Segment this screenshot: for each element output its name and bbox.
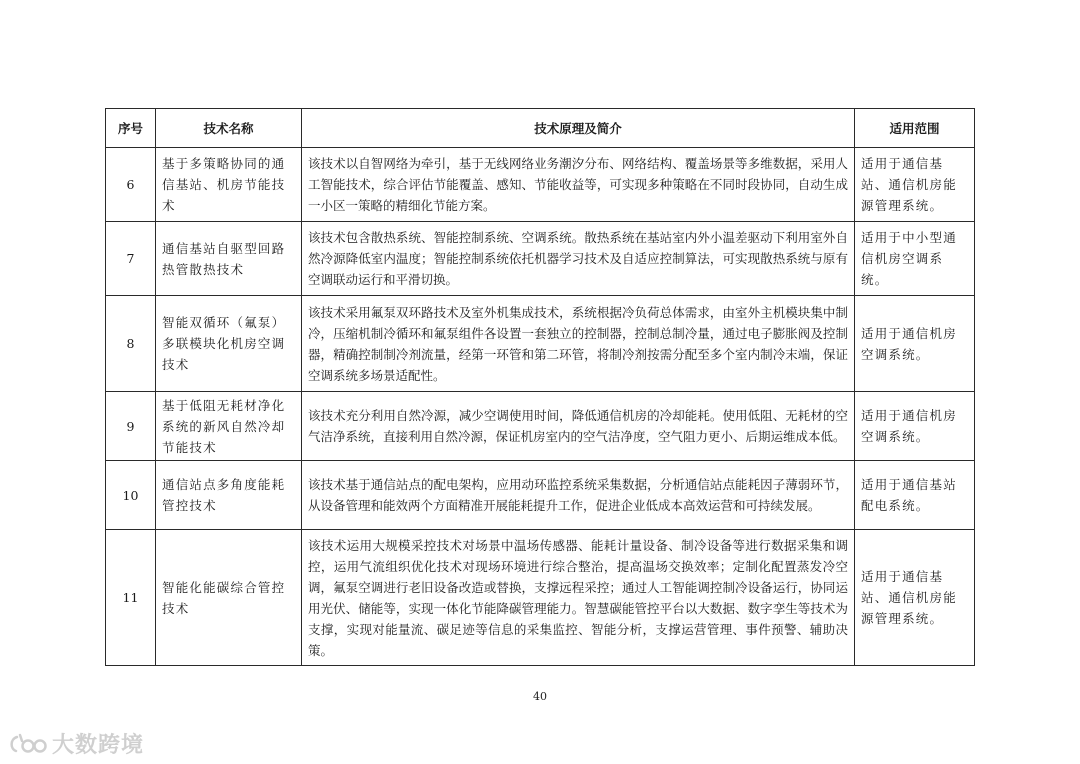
row-serial-number: 9 — [106, 392, 156, 461]
table-row — [106, 461, 975, 530]
table-row — [106, 530, 975, 666]
table-row — [106, 148, 975, 222]
watermark — [8, 728, 144, 759]
row-description: 该技术充分利用自然冷源，减少空调使用时间，降低通信机房的冷却能耗。使用低阻、无耗材的空气洁净系统，直接利用自然冷源，保证机房室内的空气洁净度，空气阻力更小、后期运维成本低。 — [302, 392, 855, 461]
header-principle-intro: 技术原理及简介 — [302, 109, 855, 148]
row-serial-number: 10 — [106, 461, 156, 530]
technology-table — [105, 108, 975, 666]
row-technology-name: 通信站点多角度能耗管控技术 — [156, 461, 302, 530]
row-scope: 适用于通信机房空调系统。 — [855, 296, 975, 392]
row-serial-number: 7 — [106, 222, 156, 296]
row-serial-number: 8 — [106, 296, 156, 392]
watermark-text: 大数跨境 — [52, 733, 145, 758]
watermark-logo-icon — [8, 731, 48, 757]
row-scope: 适用于中小型通信机房空调系统。 — [855, 222, 975, 296]
table-row — [106, 392, 975, 461]
row-scope: 适用于通信基站、通信机房能源管理系统。 — [855, 148, 975, 222]
row-technology-name: 智能化能碳综合管控技术 — [156, 530, 302, 666]
row-description: 该技术包含散热系统、智能控制系统、空调系统。散热系统在基站室内外小温差驱动下利用室外自然冷源降低室内温度；智能控制系统依托机器学习技术及自适应控制算法，可实现散热系统与原有空调联动运行和平滑切换。 — [302, 222, 855, 296]
row-description: 该技术采用氟泵双环路技术及室外机集成技术，系统根据冷负荷总体需求，由室外主机模块集中制冷，压缩机制冷循环和氟泵组件各设置一套独立的控制器，控制总制冷量，通过电子膨胀阀及控制器，精确控制制冷剂流量，经第一环管和第二环管，将制冷剂按需分配至多个室内制冷末端，保证空调系统多场景适配性。 — [302, 296, 855, 392]
row-technology-name: 智能双循环（氟泵）多联模块化机房空调技术 — [156, 296, 302, 392]
row-scope: 适用于通信基站、通信机房能源管理系统。 — [855, 530, 975, 666]
row-description: 该技术以自智网络为牵引，基于无线网络业务潮汐分布、网络结构、覆盖场景等多维数据，采用人工智能技术，综合评估节能覆盖、感知、节能收益等，可实现多种策略在不同时段协同，自动生成一小区一策略的精细化节能方案。 — [302, 148, 855, 222]
header-serial-number: 序号 — [106, 109, 156, 148]
table-row — [106, 222, 975, 296]
row-serial-number: 11 — [106, 530, 156, 666]
row-serial-number: 6 — [106, 148, 156, 222]
row-description: 该技术运用大规模采控技术对场景中温场传感器、能耗计量设备、制冷设备等进行数据采集和调控，运用气流组织优化技术对现场环境进行综合整治，提高温场交换效率；定制化配置蒸发冷空调，氟泵空调进行老旧设备改造或替换，支撑远程采控；通过人工智能调控制冷设备运行，协同运用光伏、储能等，实现一体化节能降碳管理能力。智慧碳能管控平台以大数据、数字孪生等技术为支撑，实现对能量流、碳足迹等信息的采集监控、智能分析，支撑运营管理、事件预警、辅助决策。 — [302, 530, 855, 666]
row-scope: 适用于通信机房空调系统。 — [855, 392, 975, 461]
header-scope: 适用范围 — [855, 109, 975, 148]
row-technology-name: 基于低阻无耗材净化系统的新风自然冷却节能技术 — [156, 392, 302, 461]
table-header-row — [106, 109, 975, 148]
row-scope: 适用于通信基站配电系统。 — [855, 461, 975, 530]
table-row — [106, 296, 975, 392]
page-number: 40 — [533, 690, 547, 703]
row-technology-name: 基于多策略协同的通信基站、机房节能技术 — [156, 148, 302, 222]
row-technology-name: 通信基站自驱型回路热管散热技术 — [156, 222, 302, 296]
row-description: 该技术基于通信站点的配电架构，应用动环监控系统采集数据，分析通信站点能耗因子薄弱环节，从设备管理和能效两个方面精准开展能耗提升工作，促进企业低成本高效运营和可持续发展。 — [302, 461, 855, 530]
header-technology-name: 技术名称 — [156, 109, 302, 148]
